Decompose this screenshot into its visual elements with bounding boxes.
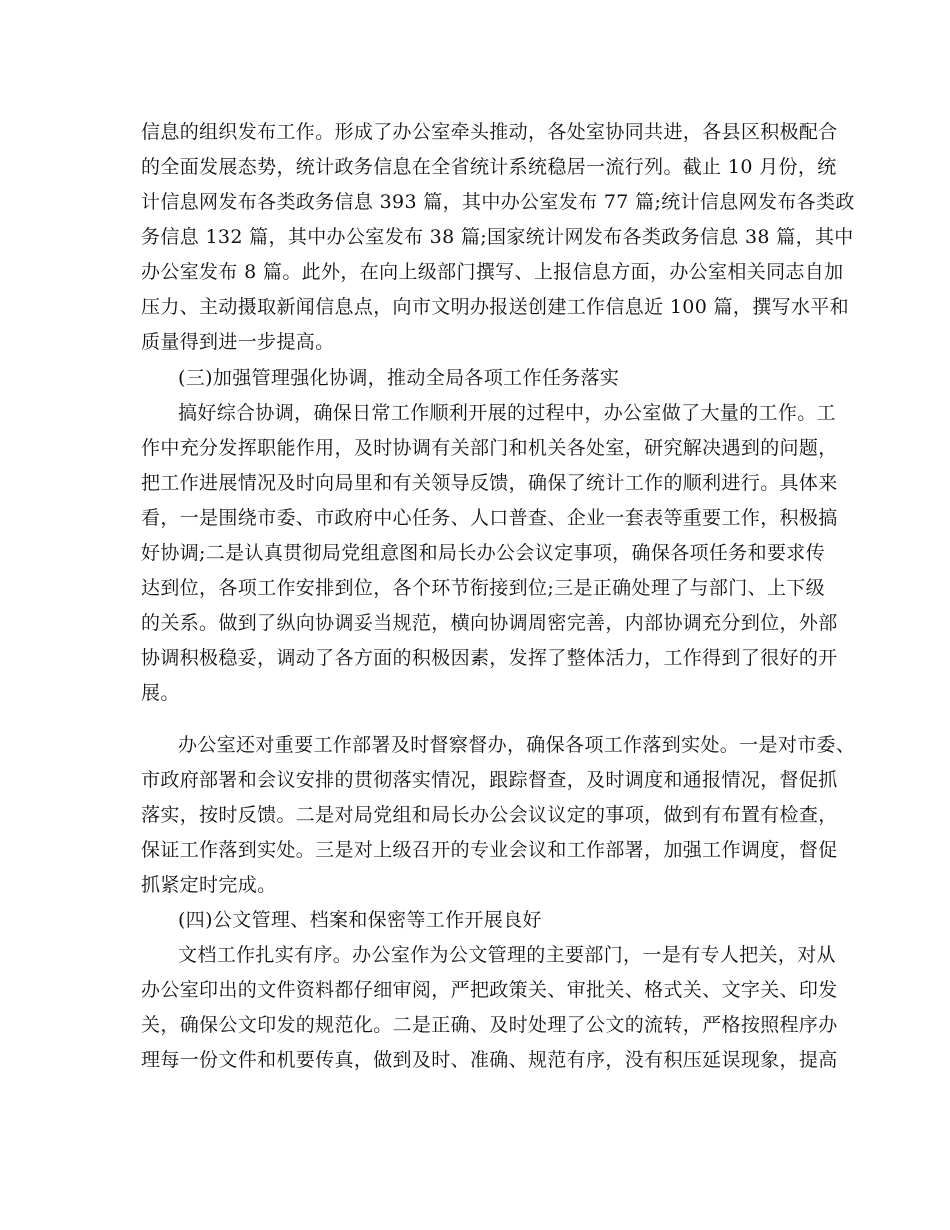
paragraph-line: 作中充分发挥职能作用，及时协调有关部门和机关各处室，研究解决遇到的问题， — [141, 437, 838, 459]
paragraph-line: 信息的组织发布工作。形成了办公室牵头推动，各处室协同共进，各县区积极配合 — [141, 121, 838, 143]
paragraph-line: 计信息网发布各类政务信息 393 篇，其中办公室发布 77 篇;统计信息网发布各类政 — [141, 191, 855, 213]
paragraph-line: 市政府部署和会议安排的贯彻落实情况，跟踪督查，及时调度和通报情况，督促抓 — [141, 769, 838, 791]
paragraph-line: 质量得到进一步提高。 — [141, 331, 335, 353]
paragraph-line: 的全面发展态势，统计政务信息在全省统计系统稳居一流行列。截止 10 月份，统 — [141, 156, 837, 178]
paragraph-line: 办公室发布 8 篇。此外，在向上级部门撰写、上报信息方面，办公室相关同志自加 — [141, 261, 844, 283]
paragraph-line: 务信息 132 篇，其中办公室发布 38 篇;国家统计网发布各类政务信息 38 篇，其中 — [141, 226, 854, 248]
paragraph-line: 文档工作扎实有序。办公室作为公文管理的主要部门，一是有专人把关，对从 — [178, 944, 836, 966]
paragraph-line: 协调积极稳妥，调动了各方面的积极因素，发挥了整体活力，工作得到了很好的开 — [141, 647, 838, 669]
paragraph-line: 达到位，各项工作安排到位，各个环节衔接到位;三是正确处理了与部门、上下级 — [141, 577, 826, 599]
paragraph-line: 压力、主动摄取新闻信息点，向市文明办报送创建工作信息近 100 篇，撰写水平和 — [141, 296, 849, 318]
section-heading: (四)公文管理、档案和保密等工作开展良好 — [178, 909, 542, 931]
paragraph-line: 办公室还对重要工作部署及时督察督办，确保各项工作落到实处。一是对市委、 — [178, 734, 856, 756]
section-heading: (三)加强管理强化协调，推动全局各项工作任务落实 — [178, 367, 620, 389]
paragraph-line: 好协调;二是认真贯彻局党组意图和局长办公会议定事项，确保各项任务和要求传 — [141, 542, 826, 564]
paragraph-line: 落实，按时反馈。二是对局党组和局长办公会议议定的事项，做到有布置有检查， — [141, 804, 838, 826]
paragraph-line: 抓紧定时完成。 — [141, 874, 277, 896]
paragraph-line: 把工作进展情况及时向局里和有关领导反馈，确保了统计工作的顺利进行。具体来 — [141, 472, 838, 494]
paragraph-line: 的关系。做到了纵向协调妥当规范，横向协调周密完善，内部协调充分到位，外部 — [141, 612, 838, 634]
paragraph-line: 展。 — [141, 682, 180, 704]
paragraph-line: 理每一份文件和机要传真，做到及时、准确、规范有序，没有积压延误现象，提高 — [141, 1049, 838, 1071]
paragraph-line: 搞好综合协调，确保日常工作顺利开展的过程中，办公室做了大量的工作。工 — [178, 402, 836, 424]
paragraph-line: 办公室印出的文件资料都仔细审阅，严把政策关、审批关、格式关、文字关、印发 — [141, 979, 838, 1001]
paragraph-line: 关，确保公文印发的规范化。二是正确、及时处理了公文的流转，严格按照程序办 — [141, 1014, 838, 1036]
paragraph-line: 看，一是围绕市委、市政府中心任务、人口普查、企业一套表等重要工作，积极搞 — [141, 507, 838, 529]
paragraph-line: 保证工作落到实处。三是对上级召开的专业会议和工作部署，加强工作调度，督促 — [141, 839, 838, 861]
